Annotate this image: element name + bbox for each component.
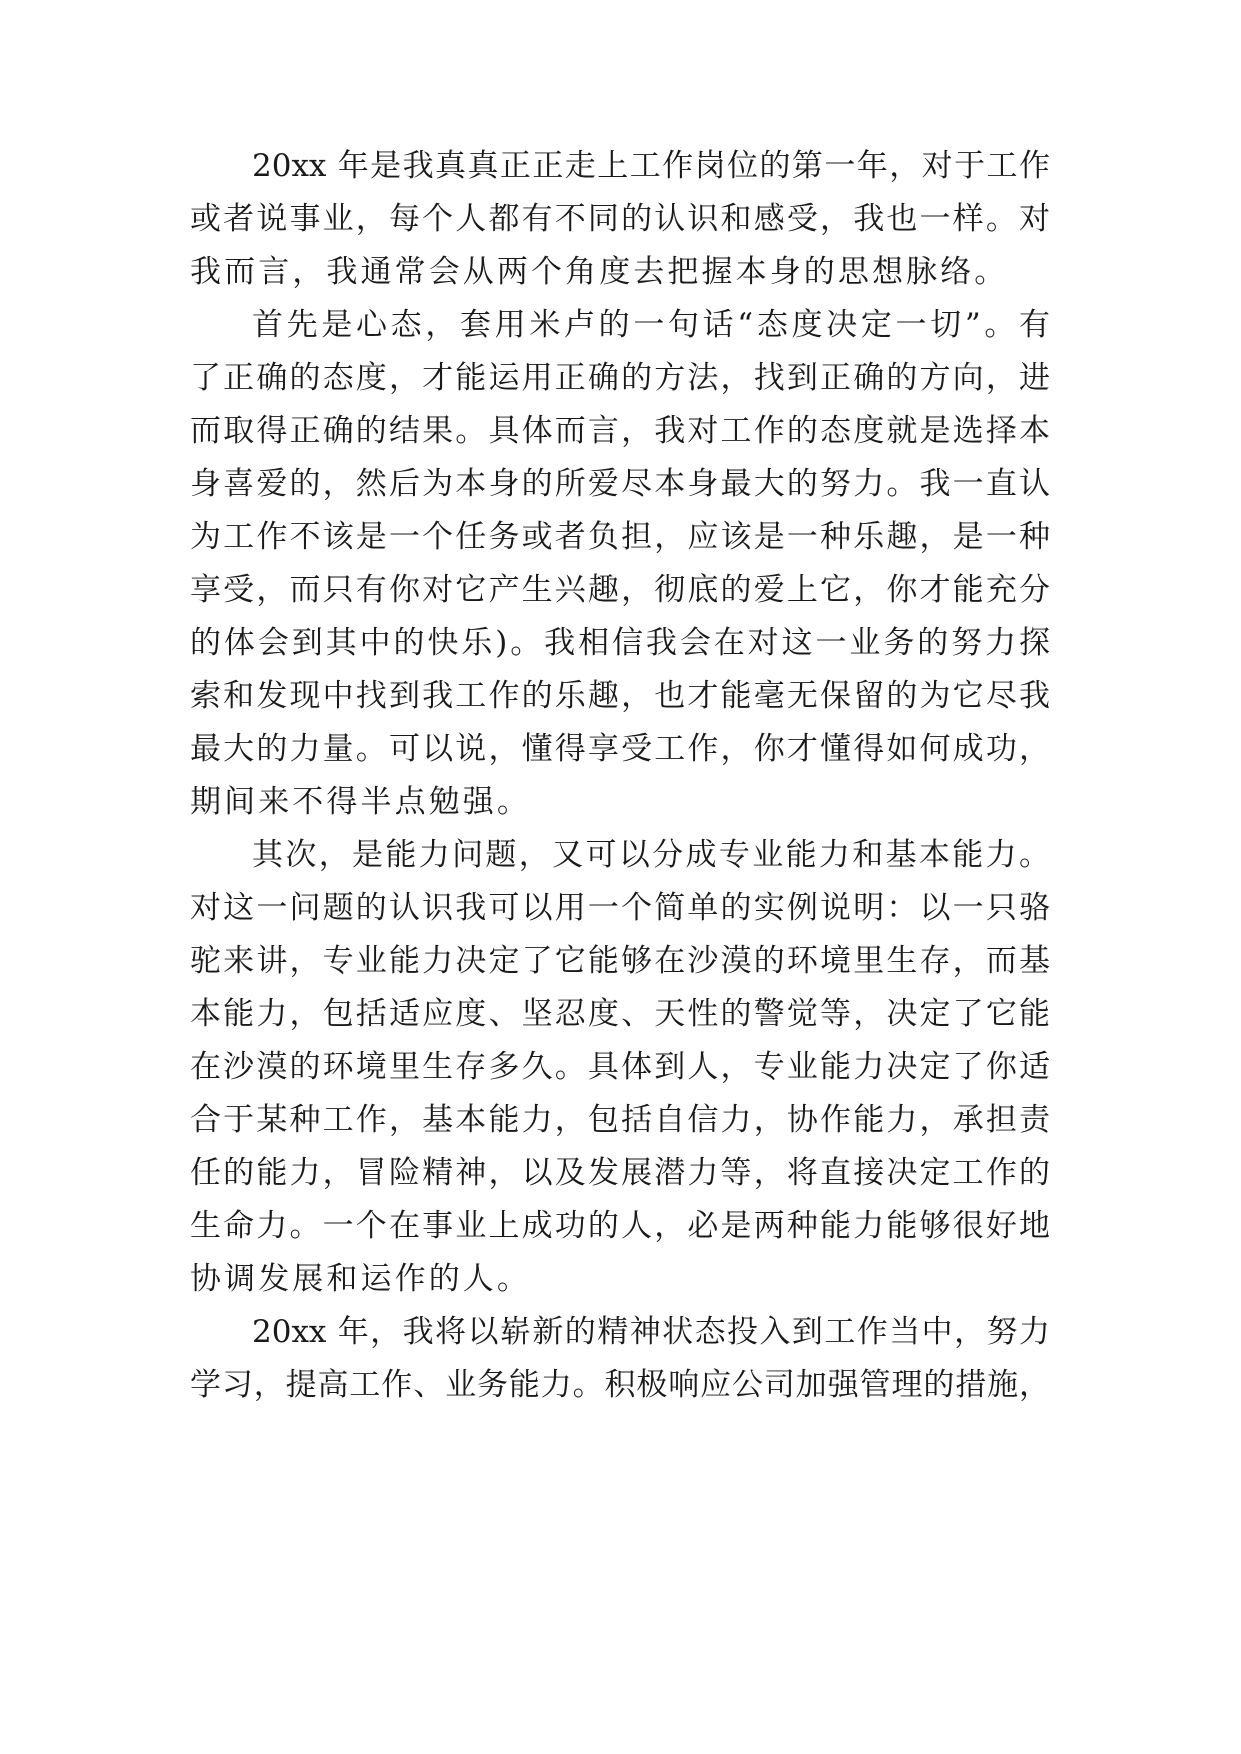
text-line: 享受，而只有你对它产生兴趣，彻底的爱上它，你才能充分 bbox=[190, 572, 1050, 608]
text-line: 我而言，我通常会从两个角度去把握本身的思想脉络。 bbox=[190, 254, 1009, 290]
text-line: 对这一问题的认识我可以用一个简单的实例说明：以一只骆 bbox=[190, 890, 1050, 926]
text-line: 20xx 年是我真真正正走上工作岗位的第一年，对于工作 bbox=[252, 148, 1050, 184]
text-line: 其次，是能力问题，又可以分成专业能力和基本能力。 bbox=[252, 837, 1050, 873]
text-line: 的体会到其中的快乐)。我相信我会在对这一业务的努力探 bbox=[190, 625, 1050, 661]
text-line: 合于某种工作，基本能力，包括自信力，协作能力，承担责 bbox=[190, 1102, 1050, 1138]
text-line: 索和发现中找到我工作的乐趣，也才能毫无保留的为它尽我 bbox=[190, 678, 1050, 714]
text-line: 在沙漠的环境里生存多久。具体到人，专业能力决定了你适 bbox=[190, 1049, 1050, 1085]
text-line: 或者说事业，每个人都有不同的认识和感受，我也一样。对 bbox=[190, 201, 1050, 237]
text-line: 了正确的态度，才能运用正确的方法，找到正确的方向，进 bbox=[190, 360, 1050, 396]
text-line: 最大的力量。可以说，懂得享受工作，你才懂得如何成功， bbox=[190, 731, 1050, 767]
text-line: 为工作不该是一个任务或者负担，应该是一种乐趣，是一种 bbox=[190, 519, 1050, 555]
text-line: 本能力，包括适应度、坚忍度、天性的警觉等，决定了它能 bbox=[190, 996, 1050, 1032]
text-line: 任的能力，冒险精神，以及发展潜力等，将直接决定工作的 bbox=[190, 1155, 1050, 1191]
text-line: 20xx 年，我将以崭新的精神状态投入到工作当中，努力 bbox=[252, 1314, 1050, 1350]
text-line: 驼来讲，专业能力决定了它能够在沙漠的环境里生存，而基 bbox=[190, 943, 1050, 979]
text-line: 期间来不得半点勉强。 bbox=[190, 784, 531, 820]
text-line: 首先是心态，套用米卢的一句话“态度决定一切”。有 bbox=[252, 307, 1050, 343]
text-line: 身喜爱的，然后为本身的所爱尽本身最大的努力。我一直认 bbox=[190, 466, 1050, 502]
text-line: 学习，提高工作、业务能力。积极响应公司加强管理的措施， bbox=[190, 1367, 1050, 1403]
text-line: 协调发展和运作的人。 bbox=[190, 1261, 531, 1297]
text-line: 而取得正确的结果。具体而言，我对工作的态度就是选择本 bbox=[190, 413, 1050, 449]
text-line: 生命力。一个在事业上成功的人，必是两种能力能够很好地 bbox=[190, 1208, 1050, 1244]
